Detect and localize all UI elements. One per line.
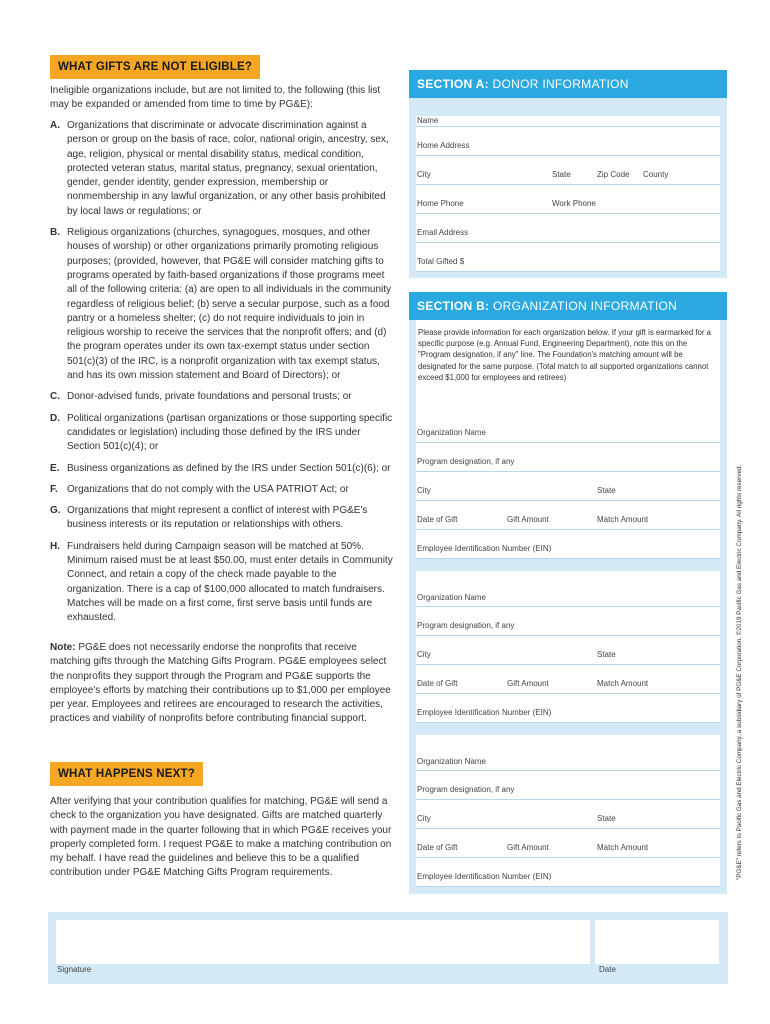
field-label: Home Phone	[417, 199, 464, 208]
list-text: Donor-advised funds, private foundations and personal trusts; or	[67, 391, 352, 403]
list-item	[50, 540, 396, 626]
field-label: Work Phone	[552, 199, 596, 208]
org-city-state-row[interactable]	[416, 636, 720, 665]
field-label: Gift Amount	[507, 679, 549, 688]
not-eligible-intro: Ineligible organizations include, but are not limited to, the following (this list may be expanded or amended from time to time by PG&E):	[50, 85, 381, 111]
field-label: Match Amount	[597, 515, 649, 524]
org-name-field[interactable]	[416, 571, 720, 607]
note-label: Note:	[50, 642, 76, 653]
list-text: Organizations that discriminate or advocate discrimination against a person or group on the basis of race, color, national origin, ancestry, sex, age, religion, physical or mental disability status, medical condition, protected veteran status, marital status, pregnancy, sexual orientation, gender, gender identity, gender expression, membership or nonmembership in any lawful organization, or any other basis prohibited by local laws or regulations; or	[67, 120, 389, 217]
list-text: Organizations that do not comply with the USA PATRIOT Act; or	[67, 483, 349, 495]
section-b-label: SECTION B:	[417, 299, 490, 313]
date-label: Date	[599, 965, 616, 974]
list-letter: A.	[50, 120, 60, 131]
date-field[interactable]	[595, 920, 719, 964]
field-label: Organization Name	[417, 757, 486, 766]
program-field[interactable]	[416, 443, 720, 472]
section-b-heading	[409, 292, 727, 320]
home-address-field[interactable]	[416, 127, 720, 156]
program-field[interactable]	[416, 607, 720, 636]
field-label: State	[597, 486, 616, 495]
field-label: Gift Amount	[507, 515, 549, 524]
list-item	[50, 390, 396, 404]
section-a-label: SECTION A:	[417, 77, 489, 91]
org-city-state-row[interactable]	[416, 472, 720, 501]
field-label: City	[417, 814, 431, 823]
field-label: Total Gifted $	[417, 257, 465, 266]
list-text: Business organizations as defined by the IRS under Section 501(c)(6); or	[67, 462, 391, 474]
list-letter: E.	[50, 462, 60, 474]
field-label: State	[597, 650, 616, 659]
signature-label: Signature	[57, 965, 92, 974]
org-name-field[interactable]	[416, 416, 720, 443]
total-gifted-field[interactable]	[416, 243, 720, 272]
field-label: Gift Amount	[507, 843, 549, 852]
not-eligible-heading: WHAT GIFTS ARE NOT ELIGIBLE?	[50, 55, 260, 79]
section-a-panel	[409, 70, 727, 278]
field-label: Employee Identification Number (EIN)	[417, 872, 552, 881]
list-item	[50, 226, 396, 383]
field-label: Program designation, if any	[417, 785, 515, 794]
field-label: State	[552, 170, 571, 179]
list-item	[50, 483, 396, 497]
field-label: Name	[417, 116, 439, 125]
ineligible-list	[50, 119, 396, 633]
copyright-footnote: "PG&E" refers to Pacific Gas and Electric Company, a subsidiary of PG&E Corporation. ©2019 Pacific Gas and Electric Company. All rights reserved.	[736, 464, 743, 880]
city-state-zip-row[interactable]	[416, 156, 720, 185]
signature-bar	[48, 912, 728, 984]
field-label: Email Address	[417, 228, 469, 237]
field-label: Date of Gift	[417, 843, 458, 852]
field-label: Home Address	[417, 141, 470, 150]
field-label: Zip Code	[597, 170, 630, 179]
list-item	[50, 462, 396, 476]
what-next-text: After verifying that your contribution qualifies for matching, PG&E will send a check to the organization you have designated. Gifts are matched quarterly with payment made in the quarter following that in which PG&E receives your properly completed form. I request PG&E to make a matching contribution on my behalf. I have read the guidelines and believe this to be a qualified contribution under PG&E Matching Gifts Program requirements.	[50, 796, 392, 879]
signature-field[interactable]	[56, 920, 590, 964]
field-label: Date of Gift	[417, 515, 458, 524]
list-letter: F.	[50, 483, 58, 495]
list-item	[50, 119, 396, 219]
list-text: Political organizations (partisan organizations or those supporting specific candidates or legislation) including those defined by the IRS under Section 501(c)(4); or	[67, 412, 393, 453]
gift-row[interactable]	[416, 501, 720, 530]
donor-name-field[interactable]	[416, 116, 720, 127]
section-a-title: DONOR INFORMATION	[488, 77, 629, 91]
field-label: Employee Identification Number (EIN)	[417, 708, 552, 717]
field-label: Match Amount	[597, 843, 649, 852]
list-letter: B.	[50, 227, 60, 239]
field-label: Program designation, if any	[417, 457, 515, 466]
section-b-title: ORGANIZATION INFORMATION	[489, 299, 678, 313]
field-label: State	[597, 814, 616, 823]
field-label: City	[417, 170, 431, 179]
field-label: Match Amount	[597, 679, 649, 688]
org-name-field[interactable]	[416, 735, 720, 771]
field-label: Program designation, if any	[417, 621, 515, 630]
field-label: Date of Gift	[417, 679, 458, 688]
list-item	[50, 412, 396, 455]
field-label: County	[643, 170, 669, 179]
note-text: PG&E does not necessarily endorse the nonprofits that receive matching gifts through the Matching Gifts Program. PG&E employees select the nonprofits they support through the Program and PG&E supports the employee's efforts by matching their contributions up to $1,000 per employee per year. Employees and retirees are encouraged to research the activities, practices and viability of nonprofits before contributing financial support.	[50, 642, 391, 725]
list-text: Religious organizations (churches, synagogues, mosques, and other houses of worship) or other organizations primarily promoting religious purposes; (provided, however, that PG&E will consider matching gifts to programs operated by faith-based organizations if those programs meet all of the following criteria: (a) are open to all individuals in the community regardless of religious belief; (b) serve a secular purpose, such as a food pantry or a homeless shelter; (c) do not require individuals to join in religious worship to receive the services that the nonprofit offers; and (d) the program operates under its own tax-exempt status under section 501(c)(3) of the IRC, is a nonprofit organization with tax exempt status, and has its own mission statement and Board of Directors); or	[67, 227, 392, 382]
org-city-state-row[interactable]	[416, 800, 720, 829]
list-letter: D.	[50, 412, 60, 424]
program-field[interactable]	[416, 771, 720, 800]
gift-row[interactable]	[416, 829, 720, 858]
phone-row[interactable]	[416, 185, 720, 214]
ein-field[interactable]	[416, 530, 720, 559]
list-text: Fundraisers held during Campaign season will be matched at 50%. Minimum raised must be at least $50.00, must enter details in Community Connect, and retain a copy of the check made payable to the organization. There is a cap of $100,000 allocated to match fundraisers. Matches will be made on a first come, first serve basis until funds are exhausted.	[67, 540, 393, 624]
ein-field[interactable]	[416, 858, 720, 887]
list-letter: G.	[50, 505, 61, 517]
list-letter: H.	[50, 540, 60, 552]
section-b-panel	[409, 292, 727, 894]
what-next-heading: WHAT HAPPENS NEXT?	[50, 762, 203, 786]
email-field[interactable]	[416, 214, 720, 243]
list-letter: C.	[50, 391, 60, 403]
note-paragraph	[50, 641, 396, 727]
field-label: City	[417, 486, 431, 495]
section-a-heading	[409, 70, 727, 98]
list-item	[50, 504, 396, 533]
field-label: Organization Name	[417, 593, 486, 602]
ein-field[interactable]	[416, 694, 720, 723]
section-b-intro: Please provide information for each organization below. If your gift is earmarked for a specific purpose (e.g. Annual Fund, Engineering Department), note this on the "Program designation, if any" line. The Foundation's matching amount will be designated for the same purpose. (Total match to all supported organizations cannot exceed $1,000 for employees and retirees)	[416, 320, 720, 416]
list-text: Organizations that might represent a conflict of interest with PG&E's business interests or its reputation or relationships with others.	[67, 505, 368, 531]
gift-row[interactable]	[416, 665, 720, 694]
field-label: Employee Identification Number (EIN)	[417, 544, 552, 553]
field-label: Organization Name	[417, 428, 486, 437]
field-label: City	[417, 650, 431, 659]
